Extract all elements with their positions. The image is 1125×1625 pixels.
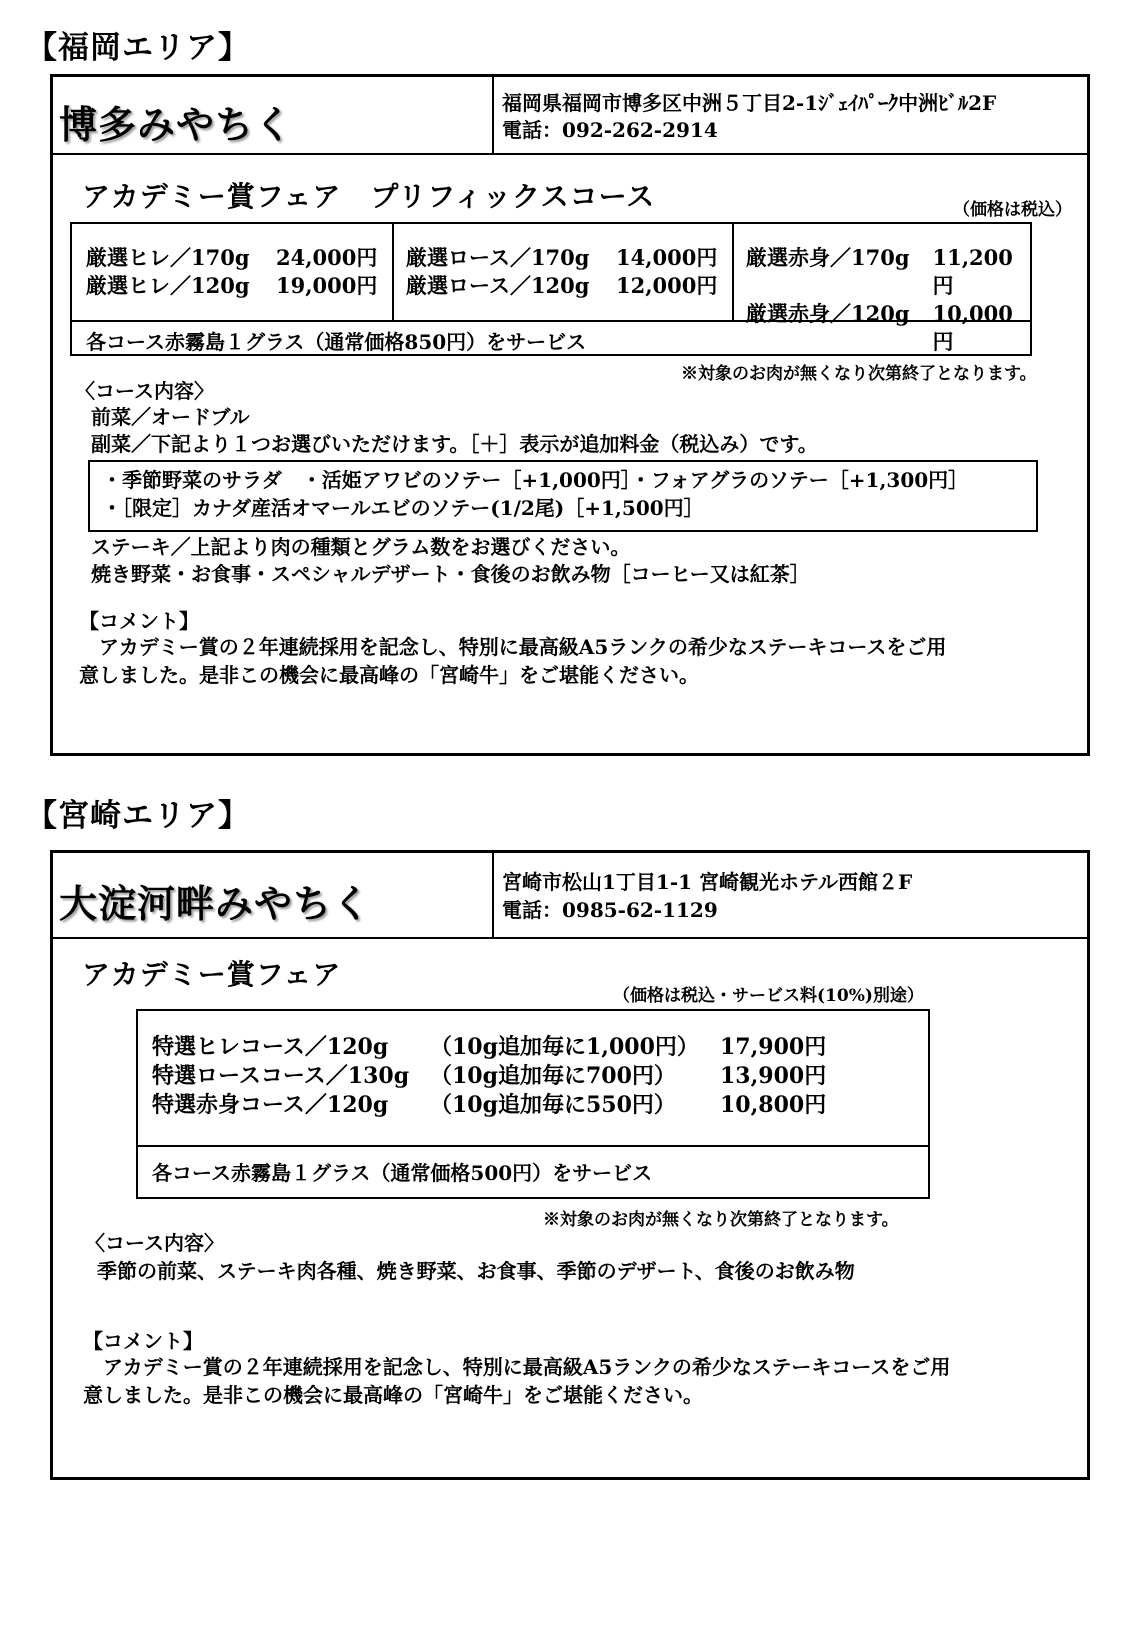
fukuoka-shop-name: 博多みやちく bbox=[59, 102, 294, 147]
fukuoka-comment-header: 【コメント】 bbox=[79, 609, 199, 633]
fukuoka-end-note: ※対象のお肉が無くなり次第終了となります。 bbox=[681, 364, 1037, 384]
miyazaki-end-note: ※対象のお肉が無くなり次第終了となります。 bbox=[543, 1210, 899, 1230]
fukuoka-content-line-1: 前菜／オードブル bbox=[91, 405, 250, 429]
miyazaki-price-table bbox=[136, 1009, 930, 1199]
fukuoka-option-line-2: ・［限定］カナダ産活オマールエビのソテー(1/2尾)［+1,500円］ bbox=[102, 496, 704, 520]
miyazaki-comment-header: 【コメント】 bbox=[83, 1329, 203, 1353]
fukuoka-content-header: 〈コース内容〉 bbox=[75, 379, 214, 403]
fukuoka-comment-line-1: アカデミー賞の２年連続採用を記念し、特別に最高級A5ランクの希少なステーキコースをご用 bbox=[79, 635, 947, 659]
fukuoka-price-col-2: 厳選ロース／170g 14,000円 厳選ロース／120g 12,000円 bbox=[406, 245, 718, 298]
fukuoka-price-col-3: 厳選赤身／170g 11,200円 厳選赤身／120g 10,000円 bbox=[746, 245, 1013, 354]
miyazaki-header bbox=[53, 853, 1087, 939]
miyazaki-price-note: （価格は税込・サービス料(10%)別途） bbox=[613, 986, 924, 1006]
miyazaki-address: 宮崎市松山1丁目1-1 宮崎観光ホテル西館２F bbox=[502, 870, 913, 894]
fukuoka-options-box bbox=[88, 460, 1038, 532]
fukuoka-price-col-1: 厳選ヒレ／170g 24,000円 厳選ヒレ／120g 19,000円 bbox=[86, 245, 378, 298]
fukuoka-comment-line-2: 意しました。是非この機会に最高峰の「宮崎牛」をご堪能ください。 bbox=[79, 663, 699, 687]
miyazaki-service: 各コース赤霧島１グラス（通常価格500円）をサービス bbox=[152, 1161, 653, 1185]
miyazaki-content-header: 〈コース内容〉 bbox=[85, 1231, 224, 1255]
fukuoka-phone: 電話：092-262-2914 bbox=[502, 118, 718, 142]
miyazaki-section bbox=[50, 850, 1090, 1480]
fukuoka-section bbox=[50, 74, 1090, 756]
miyazaki-area-title: 【宮崎エリア】 bbox=[26, 798, 250, 834]
miyazaki-comment-line-1: アカデミー賞の２年連続採用を記念し、特別に最高級A5ランクの希少なステーキコースをご用 bbox=[83, 1355, 951, 1379]
miyazaki-comment-line-2: 意しました。是非この機会に最高峰の「宮崎牛」をご堪能ください。 bbox=[83, 1383, 703, 1407]
menu-row: 特選ロースコース／130g （10g追加毎に700円） 13,900円 bbox=[152, 1063, 827, 1089]
fukuoka-service: 各コース赤霧島１グラス（通常価格850円）をサービス bbox=[86, 330, 587, 354]
fukuoka-after-line-2: 焼き野菜・お食事・スペシャルデザート・食後のお飲み物［コーヒー又は紅茶］ bbox=[91, 562, 810, 586]
fukuoka-after-line-1: ステーキ／上記より肉の種類とグラム数をお選びください。 bbox=[91, 535, 631, 559]
fukuoka-option-line-1: ・季節野菜のサラダ ・活姫アワビのソテー［+1,000円］・フォアグラのソテー［+1,300円］ bbox=[102, 468, 969, 492]
menu-row: 特選赤身コース／120g （10g追加毎に550円） 10,800円 bbox=[152, 1092, 827, 1118]
menu-row: 特選ヒレコース／120g （10g追加毎に1,000円） 17,900円 bbox=[152, 1034, 827, 1060]
miyazaki-course-title: アカデミー賞フェア bbox=[82, 958, 342, 991]
fukuoka-content-line-2: 副菜／下記より１つお選びいただけます。［＋］表示が追加料金（税込み）です。 bbox=[91, 432, 818, 456]
fukuoka-price-note: （価格は税込） bbox=[953, 200, 1072, 220]
fukuoka-price-table bbox=[70, 222, 1032, 356]
fukuoka-address: 福岡県福岡市博多区中洲５丁目2-1ｼﾞｪｲﾊﾟｰｸ中洲ﾋﾞﾙ2F bbox=[502, 91, 997, 115]
miyazaki-menu bbox=[152, 1033, 826, 1120]
miyazaki-content-line: 季節の前菜、ステーキ肉各種、焼き野菜、お食事、季節のデザート、食後のお飲み物 bbox=[97, 1259, 855, 1283]
miyazaki-phone: 電話：0985-62-1129 bbox=[502, 898, 718, 922]
fukuoka-course-title: アカデミー賞フェア プリフィックスコース bbox=[82, 180, 656, 213]
fukuoka-area-title: 【福岡エリア】 bbox=[26, 30, 250, 66]
fukuoka-header bbox=[53, 77, 1087, 155]
miyazaki-shop-name: 大淀河畔みやちく bbox=[59, 881, 372, 926]
